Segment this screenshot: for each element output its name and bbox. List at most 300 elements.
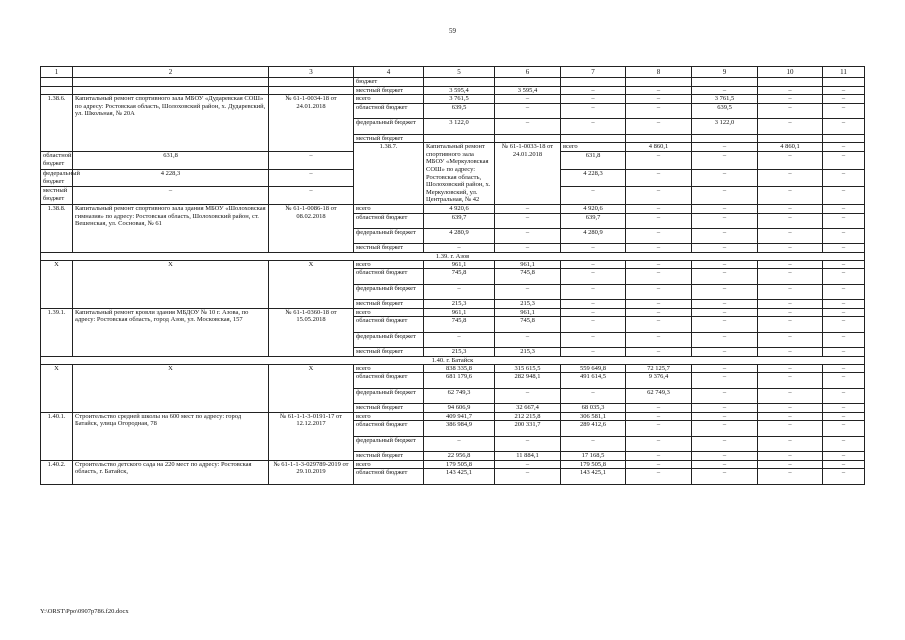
amount-cell <box>561 134 626 143</box>
amount-cell: 639,5 <box>692 103 758 118</box>
budget-table <box>40 66 865 485</box>
empty-cell <box>269 86 354 95</box>
object-name-cell: Х <box>73 260 269 308</box>
conclusion-number-cell: Х <box>269 364 354 412</box>
amount-cell: – <box>692 228 758 243</box>
amount-cell: – <box>823 373 865 388</box>
object-name-cell: Строительство детского сада на 220 мест по адресу: Ростовская область, г. Батайск, <box>73 460 269 484</box>
funding-source-cell: всего <box>561 143 626 152</box>
amount-cell: – <box>561 436 626 451</box>
amount-cell: – <box>758 228 823 243</box>
amount-cell <box>561 78 626 87</box>
amount-cell: – <box>823 269 865 284</box>
amount-cell: – <box>626 228 692 243</box>
amount-cell: – <box>823 187 865 205</box>
amount-cell: – <box>424 332 495 347</box>
amount-cell: – <box>626 244 692 253</box>
amount-cell: – <box>561 119 626 134</box>
amount-cell: – <box>823 348 865 357</box>
amount-cell: – <box>561 317 626 332</box>
amount-cell: – <box>269 169 354 186</box>
column-number-row <box>41 67 865 78</box>
amount-cell: – <box>823 86 865 95</box>
amount-cell: – <box>758 187 823 205</box>
funding-source-cell: всего <box>354 412 424 421</box>
amount-cell: 143 425,1 <box>424 469 495 484</box>
amount-cell: – <box>73 187 269 205</box>
amount-cell: 745,8 <box>495 269 561 284</box>
amount-cell: – <box>823 404 865 413</box>
amount-cell <box>424 78 495 87</box>
column-number-cell: 9 <box>692 67 758 78</box>
item-number-cell: 1.38.6. <box>41 95 73 152</box>
funding-source-cell: местный бюджет <box>354 452 424 461</box>
funding-source-cell: всего <box>354 204 424 213</box>
amount-cell: – <box>758 460 823 469</box>
amount-cell: 32 667,4 <box>495 404 561 413</box>
amount-cell: – <box>692 260 758 269</box>
amount-cell: 17 168,5 <box>561 452 626 461</box>
empty-cell <box>269 78 354 87</box>
amount-cell: – <box>758 412 823 421</box>
amount-cell: 3 595,4 <box>495 86 561 95</box>
amount-cell: 215,3 <box>495 348 561 357</box>
object-name-cell: Строительство средней школы на 600 мест по адресу: город Батайск, улица Огородная, 78 <box>73 412 269 460</box>
amount-cell <box>626 134 692 143</box>
amount-cell: – <box>626 404 692 413</box>
amount-cell: – <box>626 213 692 228</box>
amount-cell: – <box>692 143 758 152</box>
column-number-cell: 4 <box>354 67 424 78</box>
funding-source-cell: федеральный бюджет <box>41 169 73 186</box>
amount-cell: 94 606,9 <box>424 404 495 413</box>
amount-cell: 4 280,9 <box>424 228 495 243</box>
amount-cell: – <box>758 103 823 118</box>
funding-source-cell: федеральный бюджет <box>354 332 424 347</box>
amount-cell <box>692 134 758 143</box>
amount-cell: – <box>626 187 692 205</box>
amount-cell: – <box>626 317 692 332</box>
amount-cell: – <box>692 412 758 421</box>
column-number-cell: 10 <box>758 67 823 78</box>
funding-source-cell: всего <box>354 95 424 104</box>
table-row <box>41 78 865 87</box>
item-number-cell: 1.40.1. <box>41 412 73 460</box>
amount-cell: – <box>823 412 865 421</box>
amount-cell <box>823 78 865 87</box>
amount-cell: 306 581,1 <box>561 412 626 421</box>
amount-cell: – <box>758 404 823 413</box>
amount-cell: – <box>495 119 561 134</box>
amount-cell: – <box>823 244 865 253</box>
amount-cell: – <box>561 95 626 104</box>
amount-cell: – <box>823 95 865 104</box>
column-number-cell: 3 <box>269 67 354 78</box>
empty-cell <box>73 78 269 87</box>
amount-cell: – <box>626 152 692 169</box>
amount-cell: – <box>823 388 865 403</box>
item-number-cell: 1.38.8. <box>41 204 73 252</box>
amount-cell: – <box>626 119 692 134</box>
amount-cell: – <box>495 244 561 253</box>
amount-cell: – <box>561 260 626 269</box>
table-row <box>41 412 865 421</box>
amount-cell: – <box>495 103 561 118</box>
amount-cell: – <box>758 169 823 186</box>
amount-cell: – <box>626 103 692 118</box>
amount-cell <box>823 134 865 143</box>
amount-cell: – <box>495 284 561 299</box>
amount-cell: – <box>758 373 823 388</box>
amount-cell: 745,8 <box>424 317 495 332</box>
amount-cell: – <box>823 317 865 332</box>
funding-source-cell: всего <box>354 260 424 269</box>
amount-cell: – <box>692 469 758 484</box>
amount-cell: – <box>626 204 692 213</box>
amount-cell: – <box>626 412 692 421</box>
amount-cell: – <box>692 364 758 373</box>
column-number-cell: 7 <box>561 67 626 78</box>
amount-cell: 3 122,0 <box>424 119 495 134</box>
amount-cell <box>626 78 692 87</box>
amount-cell: 215,3 <box>424 348 495 357</box>
amount-cell: 961,1 <box>495 308 561 317</box>
section-row <box>41 356 865 364</box>
funding-source-cell: всего <box>354 460 424 469</box>
amount-cell: – <box>692 373 758 388</box>
funding-source-cell: областной бюджет <box>354 469 424 484</box>
amount-cell: – <box>758 260 823 269</box>
amount-cell: – <box>692 332 758 347</box>
amount-cell: – <box>758 332 823 347</box>
conclusion-number-cell: № 61-1-0360-18 от 15.05.2018 <box>269 308 354 356</box>
amount-cell: – <box>626 284 692 299</box>
funding-source-cell: федеральный бюджет <box>354 119 424 134</box>
amount-cell: – <box>692 187 758 205</box>
object-name-cell: Капитальный ремонт спортивного зала МБОУ «Дударевская СОШ» по адресу: Ростовская область, Шолоховский район, х. Дударевский, ул. Школьная, № 20А <box>73 95 269 152</box>
amount-cell: – <box>758 269 823 284</box>
funding-source-cell: местный бюджет <box>354 348 424 357</box>
funding-source-cell: федеральный бюджет <box>354 228 424 243</box>
amount-cell: – <box>424 284 495 299</box>
amount-cell: – <box>823 469 865 484</box>
amount-cell: – <box>692 452 758 461</box>
amount-cell: 961,1 <box>424 260 495 269</box>
amount-cell <box>758 78 823 87</box>
item-number-cell: 1.40.2. <box>41 460 73 484</box>
amount-cell: – <box>823 364 865 373</box>
object-name-cell: Капитальный ремонт кровли здания МБДОУ № 10 г. Азова, по адресу: Ростовская область, город Азов, ул. Московская, 157 <box>73 308 269 356</box>
amount-cell: – <box>626 436 692 451</box>
amount-cell: – <box>561 300 626 309</box>
table-row <box>41 204 865 213</box>
amount-cell: 681 179,6 <box>424 373 495 388</box>
funding-source-cell: областной бюджет <box>354 317 424 332</box>
amount-cell: 409 941,7 <box>424 412 495 421</box>
amount-cell: – <box>758 86 823 95</box>
amount-cell: 386 984,9 <box>424 421 495 436</box>
amount-cell: – <box>823 460 865 469</box>
table-row <box>41 460 865 469</box>
table-row <box>41 86 865 95</box>
amount-cell <box>495 134 561 143</box>
column-number-cell: 6 <box>495 67 561 78</box>
amount-cell: – <box>561 269 626 284</box>
amount-cell <box>758 134 823 143</box>
amount-cell: – <box>692 152 758 169</box>
amount-cell: – <box>823 119 865 134</box>
amount-cell: – <box>758 284 823 299</box>
amount-cell: 4 860,1 <box>626 143 692 152</box>
amount-cell: – <box>823 228 865 243</box>
amount-cell: – <box>758 204 823 213</box>
amount-cell: – <box>692 317 758 332</box>
amount-cell: – <box>626 332 692 347</box>
conclusion-number-cell: № 61-1-0033-18 от 24.01.2018 <box>495 143 561 205</box>
amount-cell: 22 956,8 <box>424 452 495 461</box>
column-number-cell: 8 <box>626 67 692 78</box>
amount-cell: – <box>823 152 865 169</box>
amount-cell: 62 749,3 <box>626 388 692 403</box>
amount-cell: – <box>495 388 561 403</box>
column-number-cell: 5 <box>424 67 495 78</box>
amount-cell: 559 649,8 <box>561 364 626 373</box>
amount-cell: – <box>626 348 692 357</box>
object-name-cell: Х <box>73 364 269 412</box>
amount-cell: – <box>495 332 561 347</box>
funding-source-cell: областной бюджет <box>354 213 424 228</box>
amount-cell: 315 615,5 <box>495 364 561 373</box>
amount-cell: – <box>269 152 354 169</box>
amount-cell: – <box>561 332 626 347</box>
amount-cell: – <box>495 436 561 451</box>
amount-cell: – <box>823 436 865 451</box>
conclusion-number-cell: № 61-1-0034-18 от 24.01.2018 <box>269 95 354 152</box>
amount-cell: 3 595,4 <box>424 86 495 95</box>
amount-cell: – <box>823 169 865 186</box>
amount-cell: – <box>823 421 865 436</box>
amount-cell: – <box>495 95 561 104</box>
item-number-cell: 1.38.7. <box>354 143 424 205</box>
section-title: 1.40. г. Батайск <box>41 356 865 364</box>
amount-cell: – <box>561 284 626 299</box>
amount-cell: – <box>626 260 692 269</box>
amount-cell: – <box>758 317 823 332</box>
amount-cell: 4 280,9 <box>561 228 626 243</box>
amount-cell: – <box>269 187 354 205</box>
amount-cell: 215,3 <box>495 300 561 309</box>
amount-cell: – <box>626 452 692 461</box>
amount-cell: – <box>424 244 495 253</box>
funding-source-cell: местный бюджет <box>354 86 424 95</box>
funding-source-cell: местный бюджет <box>354 244 424 253</box>
table-row <box>41 95 865 104</box>
amount-cell: – <box>561 308 626 317</box>
amount-cell: – <box>561 86 626 95</box>
amount-cell: 200 331,7 <box>495 421 561 436</box>
amount-cell: 289 412,6 <box>561 421 626 436</box>
amount-cell: 3 761,5 <box>692 95 758 104</box>
amount-cell: – <box>758 348 823 357</box>
item-number-cell: Х <box>41 260 73 308</box>
amount-cell: 4 920,6 <box>561 204 626 213</box>
amount-cell: 491 614,5 <box>561 373 626 388</box>
amount-cell: 838 335,8 <box>424 364 495 373</box>
amount-cell: 9 376,4 <box>626 373 692 388</box>
amount-cell: 745,8 <box>424 269 495 284</box>
amount-cell: – <box>758 364 823 373</box>
amount-cell: – <box>495 228 561 243</box>
amount-cell: – <box>561 388 626 403</box>
conclusion-number-cell: № 61-1-1-3-0191-17 от 12.12.2017 <box>269 412 354 460</box>
amount-cell: – <box>758 436 823 451</box>
amount-cell <box>495 78 561 87</box>
amount-cell: 639,5 <box>424 103 495 118</box>
amount-cell: – <box>758 421 823 436</box>
amount-cell: – <box>823 452 865 461</box>
funding-source-cell: областной бюджет <box>354 269 424 284</box>
amount-cell: – <box>626 469 692 484</box>
column-number-cell: 2 <box>73 67 269 78</box>
amount-cell: 4 228,3 <box>561 169 626 186</box>
empty-cell <box>73 86 269 95</box>
amount-cell: 179 505,8 <box>424 460 495 469</box>
amount-cell: – <box>758 300 823 309</box>
amount-cell: – <box>692 213 758 228</box>
amount-cell: – <box>823 204 865 213</box>
amount-cell: 212 215,8 <box>495 412 561 421</box>
amount-cell: 4 228,3 <box>73 169 269 186</box>
amount-cell: 961,1 <box>424 308 495 317</box>
amount-cell: – <box>692 348 758 357</box>
amount-cell: – <box>692 421 758 436</box>
amount-cell: – <box>692 308 758 317</box>
amount-cell: – <box>758 388 823 403</box>
amount-cell: – <box>823 103 865 118</box>
amount-cell: – <box>626 421 692 436</box>
object-name-cell: Капитальный ремонт спортивного зала МБОУ «Меркуловская СОШ» по адресу: Ростовская область, Шолоховский район, х. Меркуловский, ул. Центральная, № 42 <box>424 143 495 205</box>
funding-source-cell: местный бюджет <box>354 134 424 143</box>
section-row <box>41 252 865 260</box>
section-title: 1.39. г. Азов <box>41 252 865 260</box>
amount-cell: – <box>758 213 823 228</box>
empty-cell <box>41 78 73 87</box>
amount-cell: – <box>692 269 758 284</box>
amount-cell: 4 920,6 <box>424 204 495 213</box>
amount-cell: – <box>561 348 626 357</box>
amount-cell: 3 122,0 <box>692 119 758 134</box>
amount-cell: – <box>495 213 561 228</box>
amount-cell: – <box>823 300 865 309</box>
amount-cell: – <box>692 436 758 451</box>
amount-cell: 179 505,8 <box>561 460 626 469</box>
amount-cell: – <box>495 460 561 469</box>
funding-source-cell: местный бюджет <box>41 187 73 205</box>
amount-cell: 639,7 <box>424 213 495 228</box>
amount-cell: – <box>823 143 865 152</box>
amount-cell: 215,3 <box>424 300 495 309</box>
amount-cell: – <box>692 284 758 299</box>
document-path: Y:\ORST\Ppo\0907p786.f20.docx <box>40 608 129 615</box>
funding-source-cell: областной бюджет <box>354 373 424 388</box>
amount-cell: – <box>823 260 865 269</box>
conclusion-number-cell: № 61-1-1-3-029789-2019 от 29.10.2019 <box>269 460 354 484</box>
amount-cell: – <box>823 308 865 317</box>
conclusion-number-cell: № 61-1-0086-18 от 08.02.2018 <box>269 204 354 252</box>
amount-cell: – <box>424 436 495 451</box>
amount-cell: – <box>626 460 692 469</box>
amount-cell: 62 749,3 <box>424 388 495 403</box>
amount-cell: – <box>692 388 758 403</box>
amount-cell: 631,8 <box>73 152 269 169</box>
amount-cell: 11 884,1 <box>495 452 561 461</box>
amount-cell: – <box>692 86 758 95</box>
table-row <box>41 260 865 269</box>
amount-cell: – <box>823 332 865 347</box>
amount-cell: – <box>692 169 758 186</box>
amount-cell: – <box>626 269 692 284</box>
table-row <box>41 364 865 373</box>
amount-cell: – <box>758 244 823 253</box>
amount-cell: – <box>758 308 823 317</box>
amount-cell: 143 425,1 <box>561 469 626 484</box>
amount-cell: – <box>692 460 758 469</box>
object-name-cell: Капитальный ремонт спортивного зала здания МБОУ «Шолоховская гимназия» по адресу: Ростовская область, Шолоховский район, ст. Вешенская, ул. Сосновая, № 61 <box>73 204 269 252</box>
amount-cell <box>692 78 758 87</box>
amount-cell: 961,1 <box>495 260 561 269</box>
amount-cell: 72 125,7 <box>626 364 692 373</box>
amount-cell: – <box>758 152 823 169</box>
funding-source-cell: всего <box>354 364 424 373</box>
amount-cell: – <box>692 300 758 309</box>
amount-cell: – <box>495 204 561 213</box>
amount-cell: – <box>626 308 692 317</box>
amount-cell: – <box>692 404 758 413</box>
funding-source-cell: областной бюджет <box>354 103 424 118</box>
amount-cell: 68 035,3 <box>561 404 626 413</box>
amount-cell: – <box>758 452 823 461</box>
funding-source-cell: областной бюджет <box>41 152 73 169</box>
amount-cell: – <box>626 95 692 104</box>
amount-cell: – <box>758 95 823 104</box>
amount-cell: – <box>626 86 692 95</box>
funding-source-cell: областной бюджет <box>354 421 424 436</box>
column-number-cell: 1 <box>41 67 73 78</box>
amount-cell: – <box>626 300 692 309</box>
amount-cell: – <box>692 244 758 253</box>
amount-cell: – <box>758 119 823 134</box>
funding-source-cell: местный бюджет <box>354 404 424 413</box>
amount-cell: – <box>823 284 865 299</box>
amount-cell: 282 948,1 <box>495 373 561 388</box>
amount-cell: – <box>495 469 561 484</box>
amount-cell: 745,8 <box>495 317 561 332</box>
table-row <box>41 308 865 317</box>
amount-cell: 639,7 <box>561 213 626 228</box>
funding-source-cell: федеральный бюджет <box>354 436 424 451</box>
amount-cell: 631,8 <box>561 152 626 169</box>
item-number-cell: 1.39.1. <box>41 308 73 356</box>
amount-cell: 3 761,5 <box>424 95 495 104</box>
funding-source-cell: федеральный бюджет <box>354 388 424 403</box>
amount-cell: – <box>823 213 865 228</box>
page-number: 59 <box>449 27 456 35</box>
funding-source-cell: местный бюджет <box>354 300 424 309</box>
item-number-cell: Х <box>41 364 73 412</box>
column-number-cell: 11 <box>823 67 865 78</box>
amount-cell <box>424 134 495 143</box>
amount-cell: – <box>561 244 626 253</box>
